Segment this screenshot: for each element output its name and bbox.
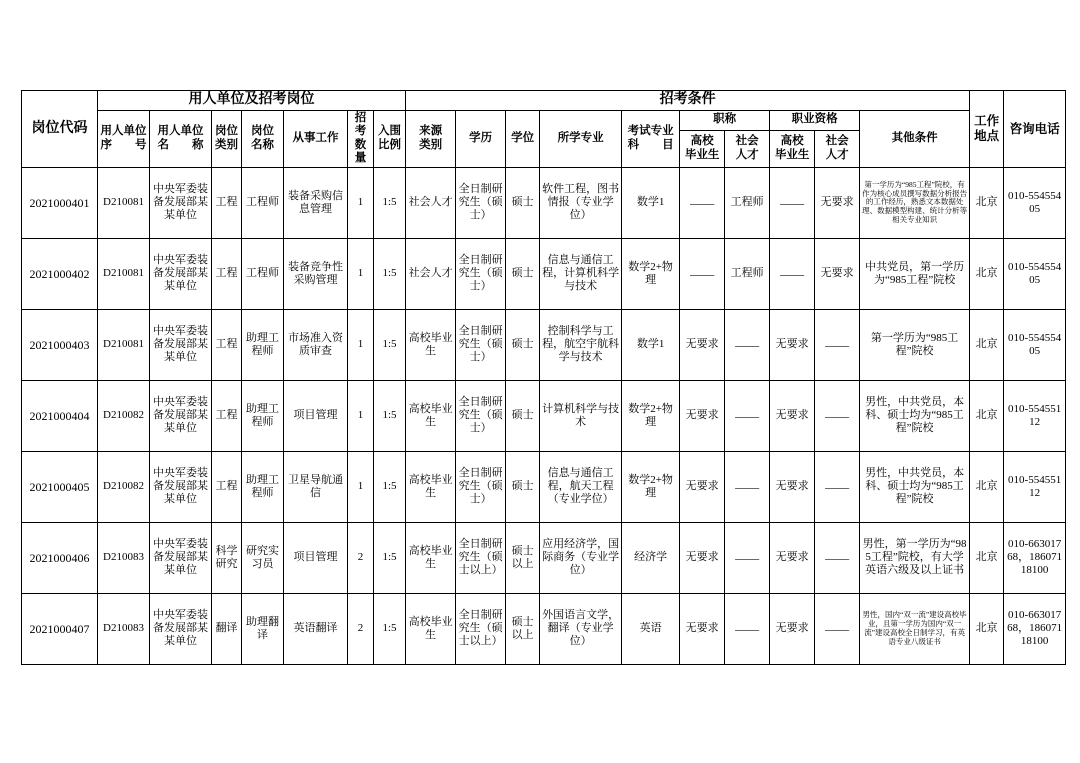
cell-job-code: 2021000403: [22, 309, 98, 380]
cell-unit-no: D210081: [98, 167, 150, 238]
cell-education: 全日制研究生（硕士）: [456, 238, 506, 309]
cell-other: 男性，中共党员，本科、硕士均为“985工程”院校: [860, 451, 970, 522]
cell-phone: 010-55455112: [1004, 451, 1066, 522]
cell-degree: 硕士以上: [506, 522, 540, 593]
cell-title-college: 无要求: [680, 309, 725, 380]
header-title-college-line2: 毕业生: [684, 148, 720, 161]
cell-job-duty: 市场准入资质审查: [284, 309, 348, 380]
cell-job-code: 2021000407: [22, 593, 98, 664]
cell-phone: 010-55455405: [1004, 309, 1066, 380]
header-unit-name-line2: 名 称: [157, 138, 204, 151]
cell-job-code: 2021000404: [22, 380, 98, 451]
cell-recruit-num: 1: [348, 380, 374, 451]
header-row-1: [22, 91, 1066, 111]
cell-other: 第一学历为“985工程”院校，有作为核心成员撰写数据分析报告的工作经历，熟悉文本数据处理、数据模型构建、统计分析等相关专业知识: [860, 167, 970, 238]
cell-qual-social: ——: [815, 380, 860, 451]
cell-other: 男性，中共党员，本科、硕士均为“985工程”院校: [860, 380, 970, 451]
cell-work-location: 北京: [970, 451, 1004, 522]
cell-title-college: 无要求: [680, 451, 725, 522]
cell-qual-college: 无要求: [770, 593, 815, 664]
header-group-conditions: 招考条件: [406, 91, 970, 111]
cell-title-college: 无要求: [680, 593, 725, 664]
header-unit-no-line2: 序 号: [100, 138, 147, 151]
cell-recruit-num: 1: [348, 451, 374, 522]
cell-qual-college: 无要求: [770, 522, 815, 593]
header-qual-social: [815, 130, 860, 167]
cell-exam-subject: 数学2+物理: [622, 380, 680, 451]
cell-post-name: 工程师: [242, 167, 284, 238]
cell-qual-college: ——: [770, 167, 815, 238]
header-title-social-line1: 社会: [735, 135, 759, 148]
header-post-name-line2: 名称: [251, 138, 274, 151]
header-recruit-num: [348, 110, 374, 167]
cell-post-type: 工程: [212, 238, 242, 309]
cell-unit-name: 中央军委装备发展部某某单位: [150, 451, 212, 522]
cell-degree: 硕士: [506, 309, 540, 380]
header-row-2: [22, 110, 1066, 130]
cell-post-name: 助理翻译: [242, 593, 284, 664]
cell-qual-social: ——: [815, 309, 860, 380]
cell-qual-social: ——: [815, 451, 860, 522]
cell-work-location: 北京: [970, 593, 1004, 664]
cell-recruit-num: 1: [348, 238, 374, 309]
header-ratio-line1: 入围: [378, 125, 402, 138]
cell-title-social: ——: [725, 451, 770, 522]
cell-job-duty: 英语翻译: [284, 593, 348, 664]
cell-work-location: 北京: [970, 380, 1004, 451]
cell-phone: 010-55455112: [1004, 380, 1066, 451]
cell-qual-social: ——: [815, 593, 860, 664]
cell-degree: 硕士以上: [506, 593, 540, 664]
header-unit-no: [98, 110, 150, 167]
cell-source-type: 高校毕业生: [406, 593, 456, 664]
header-title-group: 职称: [680, 110, 770, 130]
cell-job-duty: 项目管理: [284, 522, 348, 593]
cell-other: 第一学历为“985工程”院校: [860, 309, 970, 380]
cell-title-college: 无要求: [680, 522, 725, 593]
header-source-type-line2: 类别: [419, 138, 443, 151]
cell-source-type: 社会人才: [406, 167, 456, 238]
cell-post-type: 工程: [212, 451, 242, 522]
header-post-type-line2: 类别: [215, 138, 238, 151]
jobs-table-body: [22, 167, 1066, 664]
cell-work-location: 北京: [970, 167, 1004, 238]
header-work-location: [970, 91, 1004, 168]
cell-degree: 硕士: [506, 380, 540, 451]
cell-title-social: ——: [725, 593, 770, 664]
header-source-type-line1: 来源: [419, 125, 443, 138]
cell-unit-no: D210083: [98, 522, 150, 593]
table-row: [22, 522, 1066, 593]
header-unit-name-line1: 用人单位: [157, 125, 204, 138]
cell-ratio: 1:5: [374, 309, 406, 380]
cell-job-code: 2021000406: [22, 522, 98, 593]
header-work-location-line2: 地点: [974, 128, 1000, 143]
cell-work-location: 北京: [970, 238, 1004, 309]
cell-qual-social: 无要求: [815, 167, 860, 238]
header-qualification-group: 职业资格: [770, 110, 860, 130]
cell-source-type: 社会人才: [406, 238, 456, 309]
cell-title-social: 工程师: [725, 167, 770, 238]
header-job-code: 岗位代码: [22, 91, 98, 168]
cell-job-duty: 装备竞争性采购管理: [284, 238, 348, 309]
cell-exam-subject: 英语: [622, 593, 680, 664]
cell-phone: 010-55455405: [1004, 238, 1066, 309]
cell-major: 控制科学与工程，航空宇航科学与技术: [540, 309, 622, 380]
cell-post-name: 研究实习员: [242, 522, 284, 593]
cell-post-type: 科学研究: [212, 522, 242, 593]
cell-title-social: ——: [725, 380, 770, 451]
header-ratio-line2: 比例: [378, 138, 402, 151]
header-post-type-line1: 岗位: [215, 125, 238, 138]
cell-post-name: 助理工程师: [242, 451, 284, 522]
header-recruit-num-line2: 数量: [354, 138, 367, 165]
cell-qual-college: 无要求: [770, 451, 815, 522]
cell-qual-college: ——: [770, 238, 815, 309]
cell-unit-no: D210081: [98, 309, 150, 380]
cell-post-type: 翻译: [212, 593, 242, 664]
header-post-name: [242, 110, 284, 167]
cell-ratio: 1:5: [374, 593, 406, 664]
table-row: [22, 167, 1066, 238]
cell-unit-name: 中央军委装备发展部某某单位: [150, 593, 212, 664]
header-ratio: [374, 110, 406, 167]
cell-recruit-num: 1: [348, 167, 374, 238]
cell-education: 全日制研究生（硕士）: [456, 451, 506, 522]
cell-unit-no: D210082: [98, 451, 150, 522]
cell-major: 信息与通信工程，计算机科学与技术: [540, 238, 622, 309]
cell-title-social: ——: [725, 309, 770, 380]
cell-job-code: 2021000405: [22, 451, 98, 522]
cell-source-type: 高校毕业生: [406, 451, 456, 522]
cell-education: 全日制研究生（硕士）: [456, 167, 506, 238]
header-unit-no-line1: 用人单位: [100, 125, 147, 138]
header-qual-social-line1: 社会: [825, 135, 849, 148]
cell-major: 信息与通信工程，航天工程（专业学位）: [540, 451, 622, 522]
table-row: [22, 309, 1066, 380]
cell-title-college: ——: [680, 238, 725, 309]
cell-recruit-num: 2: [348, 593, 374, 664]
cell-major: 外国语言文学，翻译（专业学位）: [540, 593, 622, 664]
cell-major: 计算机科学与技术: [540, 380, 622, 451]
cell-qual-college: 无要求: [770, 380, 815, 451]
cell-exam-subject: 数学1: [622, 167, 680, 238]
cell-unit-name: 中央军委装备发展部某某单位: [150, 238, 212, 309]
cell-post-type: 工程: [212, 309, 242, 380]
cell-education: 全日制研究生（硕士）: [456, 309, 506, 380]
cell-unit-name: 中央军委装备发展部某某单位: [150, 380, 212, 451]
cell-ratio: 1:5: [374, 522, 406, 593]
cell-job-duty: 项目管理: [284, 380, 348, 451]
cell-degree: 硕士: [506, 167, 540, 238]
cell-unit-no: D210082: [98, 380, 150, 451]
cell-exam-subject: 数学2+物理: [622, 238, 680, 309]
cell-qual-college: 无要求: [770, 309, 815, 380]
header-qual-college-line2: 毕业生: [774, 148, 810, 161]
cell-ratio: 1:5: [374, 167, 406, 238]
cell-unit-no: D210083: [98, 593, 150, 664]
cell-ratio: 1:5: [374, 238, 406, 309]
cell-title-college: 无要求: [680, 380, 725, 451]
header-exam-subject-line2: 科 目: [627, 138, 674, 151]
cell-unit-no: D210081: [98, 238, 150, 309]
cell-degree: 硕士: [506, 451, 540, 522]
header-job-duty: 从事工作: [284, 110, 348, 167]
header-phone: 咨询电话: [1004, 91, 1066, 168]
header-exam-subject-line1: 考试专业: [627, 125, 674, 138]
cell-ratio: 1:5: [374, 380, 406, 451]
cell-exam-subject: 数学2+物理: [622, 451, 680, 522]
header-post-type: [212, 110, 242, 167]
cell-post-name: 工程师: [242, 238, 284, 309]
cell-work-location: 北京: [970, 309, 1004, 380]
header-recruit-num-line1: 招考: [354, 111, 367, 138]
header-exam-subject: [622, 110, 680, 167]
header-education: 学历: [456, 110, 506, 167]
cell-job-duty: 卫星导航通信: [284, 451, 348, 522]
cell-degree: 硕士: [506, 238, 540, 309]
header-qual-social-line2: 人才: [825, 148, 849, 161]
cell-recruit-num: 2: [348, 522, 374, 593]
cell-job-code: 2021000401: [22, 167, 98, 238]
cell-unit-name: 中央军委装备发展部某某单位: [150, 309, 212, 380]
header-post-name-line1: 岗位: [251, 125, 274, 138]
cell-education: 全日制研究生（硕士以上）: [456, 522, 506, 593]
cell-source-type: 高校毕业生: [406, 309, 456, 380]
header-title-college: [680, 130, 725, 167]
cell-job-code: 2021000402: [22, 238, 98, 309]
cell-exam-subject: 数学1: [622, 309, 680, 380]
cell-other: 男性，第一学历为“985工程”院校，有大学英语六级及以上证书: [860, 522, 970, 593]
cell-post-name: 助理工程师: [242, 309, 284, 380]
cell-post-name: 助理工程师: [242, 380, 284, 451]
cell-unit-name: 中央军委装备发展部某某单位: [150, 522, 212, 593]
cell-title-social: ——: [725, 522, 770, 593]
header-other: 其他条件: [860, 110, 970, 167]
header-source-type: [406, 110, 456, 167]
cell-post-type: 工程: [212, 380, 242, 451]
header-major: 所学专业: [540, 110, 622, 167]
header-qual-college-line1: 高校: [780, 135, 804, 148]
cell-education: 全日制研究生（硕士）: [456, 380, 506, 451]
cell-title-social: 工程师: [725, 238, 770, 309]
cell-phone: 010-66301768，18607118100: [1004, 522, 1066, 593]
cell-phone: 010-66301768，18607118100: [1004, 593, 1066, 664]
jobs-table: [21, 90, 1066, 665]
cell-post-type: 工程: [212, 167, 242, 238]
cell-education: 全日制研究生（硕士以上）: [456, 593, 506, 664]
table-row: [22, 380, 1066, 451]
cell-unit-name: 中央军委装备发展部某某单位: [150, 167, 212, 238]
cell-major: 应用经济学，国际商务（专业学位）: [540, 522, 622, 593]
header-title-social: [725, 130, 770, 167]
header-group-employer: 用人单位及招考岗位: [98, 91, 406, 111]
table-row: [22, 238, 1066, 309]
cell-job-duty: 装备采购信息管理: [284, 167, 348, 238]
jobs-table-container: [21, 90, 1063, 665]
cell-qual-social: 无要求: [815, 238, 860, 309]
header-degree: 学位: [506, 110, 540, 167]
cell-ratio: 1:5: [374, 451, 406, 522]
table-row: [22, 593, 1066, 664]
header-title-college-line1: 高校: [690, 135, 714, 148]
cell-other: 中共党员，第一学历为“985工程”院校: [860, 238, 970, 309]
cell-work-location: 北京: [970, 522, 1004, 593]
cell-exam-subject: 经济学: [622, 522, 680, 593]
cell-recruit-num: 1: [348, 309, 374, 380]
header-qual-college: [770, 130, 815, 167]
cell-other: 男性，国内“双一流”建设高校毕业，且第一学历为国内“双一流”建设高校全日制学习，有英语专业八级证书: [860, 593, 970, 664]
table-row: [22, 451, 1066, 522]
cell-source-type: 高校毕业生: [406, 522, 456, 593]
cell-source-type: 高校毕业生: [406, 380, 456, 451]
cell-major: 软件工程，图书情报（专业学位）: [540, 167, 622, 238]
cell-qual-social: ——: [815, 522, 860, 593]
cell-title-college: ——: [680, 167, 725, 238]
cell-phone: 010-55455405: [1004, 167, 1066, 238]
header-work-location-line1: 工作: [974, 114, 1000, 129]
header-unit-name: [150, 110, 212, 167]
header-title-social-line2: 人才: [735, 148, 759, 161]
